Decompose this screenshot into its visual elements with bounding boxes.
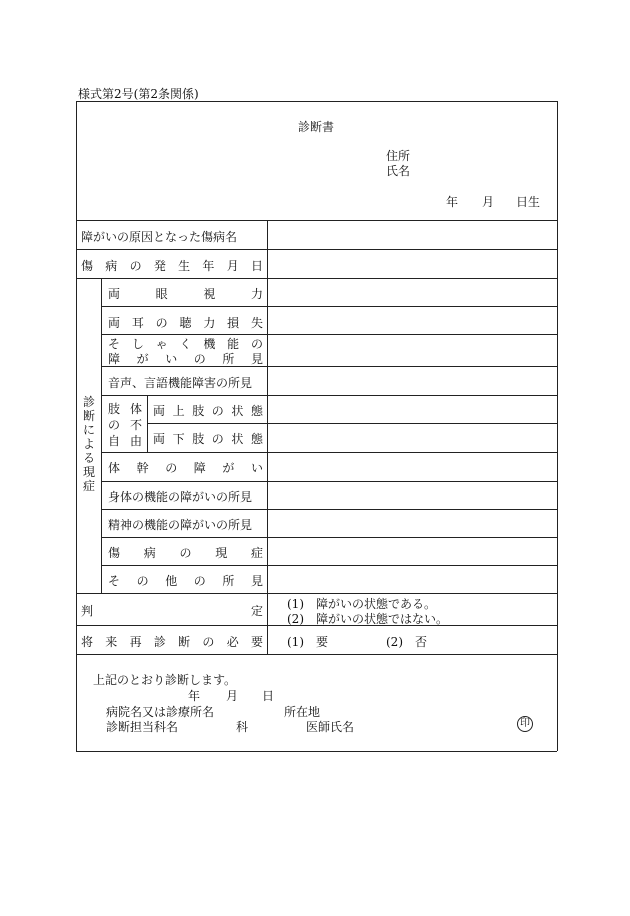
- frame-bottom: [76, 751, 557, 752]
- footer-year-label: 年: [188, 689, 201, 703]
- location-label: 所在地: [284, 705, 321, 719]
- chewing-label-line2: 障 が い の 所 見: [108, 352, 263, 366]
- department-suffix: 科: [236, 720, 249, 734]
- department-label: 診断担当科名: [106, 720, 179, 734]
- document-title: 診断書: [298, 120, 335, 134]
- limb-group-label-2: の 不: [108, 418, 142, 432]
- birth-day-label: 日生: [516, 195, 541, 209]
- birth-month-label: 月: [482, 195, 495, 209]
- footer-month-label: 月: [226, 689, 239, 703]
- prognosis-no-option: (2) 否: [386, 635, 427, 649]
- prognosis-label: 将 来 再 診 断 の 必 要: [81, 635, 263, 649]
- hospital-label: 病院名又は診療所名: [106, 705, 215, 719]
- speech-label: 音声、言語機能障害の所見: [108, 376, 253, 390]
- section-column-divider: [101, 278, 102, 593]
- frame-right: [557, 101, 558, 751]
- current-condition-label: 傷 病 の 現 症: [108, 546, 263, 560]
- judgment-label: 判 定: [81, 604, 263, 618]
- form-number: 様式第2号(第2条関係): [78, 87, 199, 101]
- judgment-option-1: (1) 障がいの状態である。: [287, 597, 436, 611]
- onset-date-label: 傷 病 の 発 生 年 月 日: [81, 259, 263, 273]
- value-column-divider: [267, 220, 268, 654]
- mental-function-label: 精神の機能の障がいの所見: [108, 518, 253, 532]
- prognosis-yes-option: (1) 要: [287, 635, 328, 649]
- limb-group-divider: [147, 395, 148, 452]
- other-findings-label: そ の 他 の 所 見: [108, 574, 263, 588]
- chewing-label-line1: そ し ゃ く 機 能 の: [108, 337, 263, 351]
- physical-function-label: 身体の機能の障がいの所見: [108, 490, 253, 504]
- vision-label: 両 眼 視 力: [108, 287, 263, 301]
- judgment-option-2: (2) 障がいの状態ではない。: [287, 612, 448, 626]
- seal-mark: 印: [517, 716, 533, 732]
- injury-name-label: 障がいの原因となった傷病名: [81, 230, 238, 244]
- hearing-label: 両 耳 の 聴 力 損 失: [108, 316, 263, 330]
- name-label: 氏名: [386, 164, 411, 178]
- frame-top: [76, 101, 557, 102]
- footer-day-label: 日: [262, 689, 275, 703]
- address-label: 住所: [386, 149, 411, 163]
- limb-group-label-3: 自 由: [108, 434, 142, 448]
- section-label-vertical: 診 断 に よ る 現 症: [82, 395, 95, 493]
- statement-text: 上記のとおり診断します。: [93, 673, 237, 687]
- upper-limbs-label: 両 上 肢 の 状 態: [153, 404, 263, 418]
- limb-group-label-1: 肢 体: [108, 402, 142, 416]
- trunk-label: 体 幹 の 障 が い: [108, 461, 263, 475]
- birth-year-label: 年: [446, 195, 459, 209]
- lower-limbs-label: 両 下 肢 の 状 態: [153, 432, 263, 446]
- doctor-name-label: 医師氏名: [306, 720, 355, 734]
